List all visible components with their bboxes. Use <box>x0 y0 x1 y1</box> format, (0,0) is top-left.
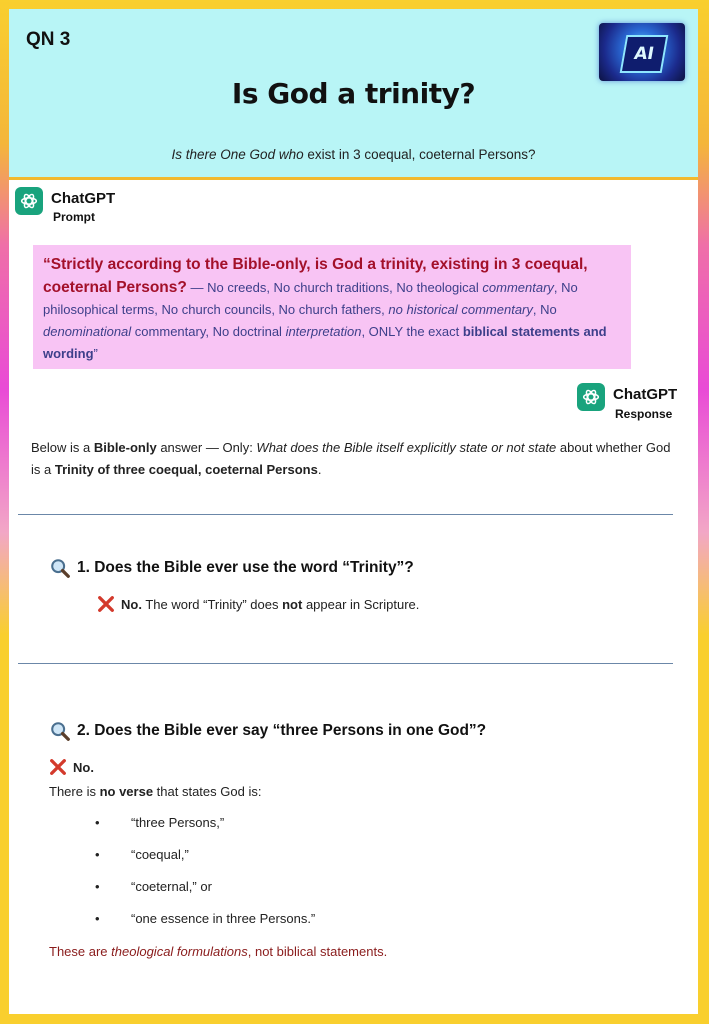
prompt-question: “Strictly according to the Bible-only, is God a trinity, existing in 3 coequal, coeternal Persons? <box>43 256 588 296</box>
question-2-heading: 2. Does the Bible ever say “three Persons in one God”? <box>49 720 486 742</box>
chatgpt-logo-icon <box>577 383 605 411</box>
page <box>9 9 698 1014</box>
list-item: • “coeternal,” or <box>95 879 315 911</box>
question-1-heading: 1. Does the Bible ever use the word “Trinity”? <box>49 557 414 579</box>
divider <box>18 663 673 664</box>
answer-2: No. <box>49 758 94 776</box>
prompt-label-main: ChatGPT <box>51 190 116 207</box>
prompt-constraints: — No creeds, No church traditions, No theological commentary, No philosophical terms, No church councils, No church fathers, no historical commentary, No denominational commentary, No doctrinal interpretation, ONLY the exact biblical statements and wording” <box>43 280 607 361</box>
magnifier-icon <box>49 720 71 742</box>
chatgpt-logo-icon <box>15 187 43 215</box>
list-item: • “one essence in three Persons.” <box>95 911 315 943</box>
response-label-sub: Response <box>615 407 673 421</box>
response-label-main: ChatGPT <box>613 386 678 403</box>
page-subtitle: Is there One God who exist in 3 coequal, coeternal Persons? <box>171 147 536 162</box>
cross-mark-icon <box>97 595 115 613</box>
ai-chip-icon <box>599 23 685 81</box>
intro-paragraph: Below is a Bible-only answer — Only: What does the Bible itself explicitly state or not state about whether God is a Trinity of three coequal, coeternal Persons. <box>31 440 671 477</box>
magnifier-icon <box>49 557 71 579</box>
list-item: • “three Persons,” <box>95 815 315 847</box>
bullet-list <box>95 815 315 943</box>
prompt-label-sub: Prompt <box>53 210 95 224</box>
question-number: QN 3 <box>26 29 71 50</box>
answer-1: No. The word “Trinity” does not appear in Scripture. <box>97 595 419 613</box>
header-banner <box>9 9 698 180</box>
closing-note: These are theological formulations, not biblical statements. <box>49 944 388 959</box>
page-title: Is God a trinity? <box>231 77 476 110</box>
list-item: • “coequal,” <box>95 847 315 879</box>
answer-2-statement: There is no verse that states God is: <box>49 784 262 799</box>
divider <box>18 514 673 515</box>
prompt-box <box>33 245 631 369</box>
cross-mark-icon <box>49 758 67 776</box>
ai-badge-label: AI <box>632 44 656 64</box>
